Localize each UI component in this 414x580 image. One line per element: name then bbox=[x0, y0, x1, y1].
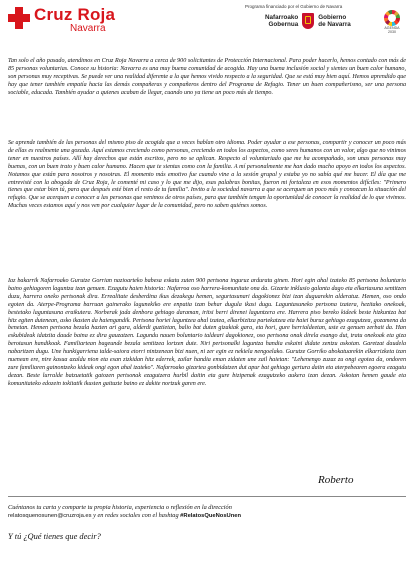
cta-middle-text: y en redes sociales con el hashtag bbox=[91, 512, 181, 520]
cta-hashtag[interactable]: #RelatosQueNosUnen bbox=[180, 513, 242, 520]
org-region: Navarra bbox=[70, 23, 106, 34]
agenda-line1: AGENDA bbox=[384, 26, 400, 30]
cruz-roja-logo bbox=[8, 6, 115, 34]
gov-spanish-line2: de Navarra bbox=[318, 21, 351, 28]
gov-basque-line1: Nafarroako bbox=[265, 13, 299, 21]
spanish-paragraph-2: Se aprende también de las personas del mismo piso de acogida que a veces hablan otro idioma. Poder ayudar a ese personas, compartir y conocer un poco más de ellas es realmente una gozada. Aquí estamos creciendo como personas, creciendo en todos los aspectos, como seres humanos con un valor, algo que no vinimos tener en nuestros países. Allí hay derechos que están escritos, pero no se aplican. Respecto al voluntariado que me ha acompañado, son unas personas muy buenas, con un buen trato y buen calor humano. Hacen que te sientas como con la familia. A mí personalmente me han dado mucho apoyo en todos los aspectos. Notamos que están para nosotros y nosotras. El momento más emotivo fue cuando vine a la sesión grupal y estaba yo no sabía qué me hacer. El día que me entrevisté con la abogada de Cruz Roja, le comenté mi caso y lo que me dijo, esas palabras bonitas, fueron mi fortaleza en esos momentos difíciles: "Primero tienes que estar bien tú, para que después esté bien el resto de tu familia". Invito a la sociedad navarra a que se acerquen un poco más y conozcan la situación del refugio. Que se acerquen a conocer a las personas que venimos de otros países, para que también tengan la oportunidad de conocer la realidad de lo que vivimos. Muchas veces estamos aquí y nos ven por cualquier lugar de la comunidad, pero no saben quiénes somos. bbox=[8, 140, 406, 210]
cta-email-link[interactable]: relatosquenosunen@cruzroja.es bbox=[8, 513, 92, 520]
org-name: Cruz Roja bbox=[34, 5, 116, 24]
closing-question: Y tú ¿Qué tienes que decir? bbox=[8, 532, 101, 541]
call-to-action bbox=[8, 504, 368, 521]
gov-basque-line2: Gobernua bbox=[268, 21, 299, 28]
basque-paragraph: Iaz bakarrik Nafarroako Gurutze Gorrian nazioarteko babesa eskatu zuten 900 pertsona inguruz arduratu ginen. Hori egin ahal izateko 85 pertsona boluntario baino gehiagoren laguntza izan genuen. Ezagutu haien historia: Nafarroa oso harrera-komunitate ona da. Gizarte inklusio galanta dago eta elkartasuna sentitzen duzu, harrera oneko pertsonak dira. Errealitate desberdina ikus dezakegu hemen, segurtasunari dagokionez bizi izan duguarekin alderatuz. Hemen, oso ondo egoten da. Aterpe-Programa barruan gainerako lagunekiko ere enpatia izan behar dugula ikasi dugu. Laguntasuneko pertsona izatera, hezitako onekoak, bestetako laguntasuna eraikutera. Norberak jada denbora gehiago daraman, iritsi berri direnei laguntzera ere. Harrera piso bereko kideek beste hizkuntza bat hitz egiten dutenean, asko ikasten da haiengandik. Pertsona horiei laguntzea ahal izatea, elkarbizitza partekatzea eta haiei buruz gehiago ezagutzea, gozamena da benetan. Hemen pertsona bezala hazten ari gara, alderdi guztietan, balio bat duten gizakiak gara, eta hori, gure herrialdeetan, uste ez genuen zerbait da. Han eskubideak idatzita daude baina ez dira gauzatzen. Lagundu nauen boluntario taldeari dagokionez, oso pertsona onak direla esango dut, tratu onekoak eta giza berotasun handikoak. Familiartean bageunde bezala sentitzea lortzen dute. Niri pertsonalki laguntza handia eskaini didate zentzu askotan. Garetzat daudela nabaritzen dugu. Une hunkigarriena talde-saiora etorri nintzenean bizi nuen, ni zer egin ez nekiela nengoelako. Gurutze Gorriko abokatuarekin elkarrizketa izan nuenean ere, nire kasua azaldu nion eta esan zizkidan hitz ederrek, zailar handia eman zidaten une zail haietan: "Lehenengo zuzaz zu ongi egotea da, ondoren zure familiaren gainontzeko kideak ongi egon ahal izateko". Nafarroako gizartea gonbidatzen dut apur bat gehiago gertura daitn eta aterpebearen egoera ezagutu dezan. Beste lurralde batzuetatik gatozen pertsonak ezagutzera hurbil daitin eta gure bizipenak ezagutzeko aukera izan dezan. Askotan hemen gaude eta komunitateko edozein tokitatik ikusten gaituzte baino ez dakite nortzuk garen ere. bbox=[8, 278, 406, 387]
agenda-line2: 2030 bbox=[388, 29, 396, 34]
gov-spanish-line1: Gobierno bbox=[318, 13, 347, 21]
divider bbox=[8, 496, 406, 497]
gobierno-navarra-logo bbox=[265, 13, 351, 29]
spanish-paragraph-1: Tan solo el año pasado, atendimos en Cruz Roja Navarra a cerca de 900 solicitantes de Protección Internacional. Para poder hacerlo, hemos contado con más de 85 personas voluntarias. Conoce su historia: Navarra es una muy buena comunidad de acogida. Hay una buena inclusión social y sientes un buen calor humano, son personas muy receptivas. Se puede ver una realidad diferente a la que hemos vivido respecto a la seguridad. Que se está muy bien aquí. Hemos aprendido que hay que tener también empatía hacia las demás compañeras y compañeros dentro del Programa de Refugio. Tener un buen compañerismo, ser una persona sociable, educada. También ayudar a quienes acaban de llegar, cuando uno ya tiene un poco más de tiempo. bbox=[8, 58, 406, 96]
navarra-shield-icon bbox=[302, 13, 314, 29]
funded-by-text: Programa financiado por el Gobierno de Navarra bbox=[245, 4, 343, 9]
header bbox=[0, 0, 414, 48]
red-cross-icon bbox=[8, 7, 30, 29]
sdg-wheel-icon bbox=[384, 10, 400, 26]
signature: Roberto bbox=[318, 474, 354, 486]
agenda-2030-logo bbox=[380, 10, 404, 35]
cta-text: Cuéntanos tu carta y comparte tu propia historia, experiencia o reflexión en la dirección bbox=[8, 504, 232, 511]
